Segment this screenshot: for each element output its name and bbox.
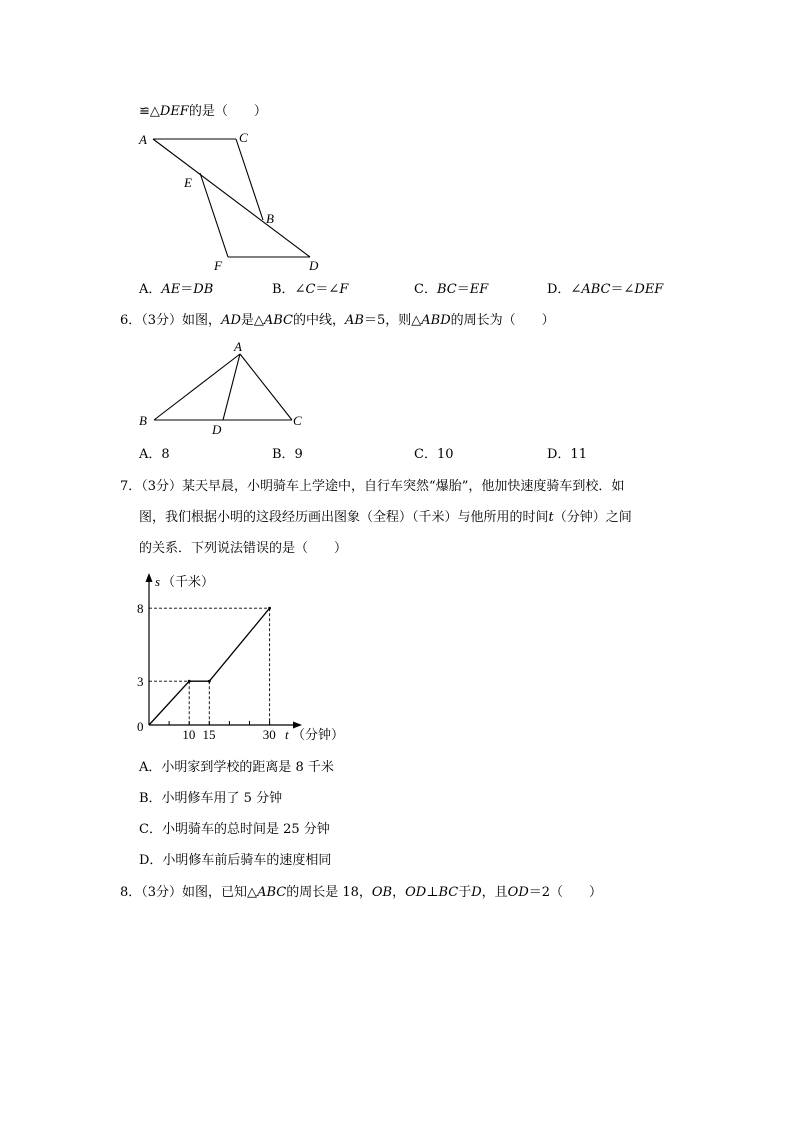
q7-stem-line1: 7．（3分）某天早晨，小明骑车上学途中，自行车突然“爆胎”，他加快速度骑车到校．如 <box>120 479 625 494</box>
text-run: D <box>471 885 482 900</box>
y-axis-unit: （千米） <box>162 574 215 589</box>
data-point <box>188 680 191 683</box>
text-run: EF <box>469 282 489 297</box>
segment-cb <box>236 139 263 220</box>
option-letter: B． <box>272 282 295 297</box>
text-run: ＝∠ <box>315 282 340 297</box>
x-axis-unit: （分钟） <box>292 727 345 742</box>
text-run: ∠ <box>294 282 306 297</box>
x-axis-var: t <box>285 727 289 742</box>
data-point <box>208 680 211 683</box>
text-run: 是△ <box>240 313 264 328</box>
label-b: B <box>139 413 147 428</box>
q6-stem <box>120 313 555 329</box>
q6-option-a[interactable]: A．8 <box>139 447 170 462</box>
q6-option-b[interactable]: B．9 <box>272 447 303 462</box>
text-run: AB <box>345 313 364 328</box>
text-run: （3分）如图， <box>141 313 222 328</box>
x-tick-label: 30 <box>262 727 276 742</box>
q7-distance-time-graph <box>130 565 370 745</box>
text-run: ABC <box>263 313 294 328</box>
text-run: ＝2（ ） <box>528 885 603 900</box>
label-c: C <box>293 413 302 428</box>
text-run: ABC <box>581 282 611 297</box>
segment-ac <box>240 354 292 420</box>
q8-stem <box>120 885 602 901</box>
segment-ef <box>200 173 228 257</box>
text-run: ⊥ <box>426 885 439 900</box>
label-e: E <box>184 175 192 190</box>
q7-option-c[interactable]: C．小明骑车的总时间是 25 分钟 <box>139 822 330 837</box>
q6-option-c[interactable]: C．10 <box>414 447 454 462</box>
q5-option-c[interactable] <box>414 282 488 298</box>
q5-option-b[interactable] <box>272 282 348 298</box>
text-run: DB <box>193 282 214 297</box>
q5-figure <box>130 125 330 273</box>
text-run: OD <box>405 885 427 900</box>
text-run: ABC <box>257 885 287 900</box>
label-a: A <box>139 132 147 147</box>
option-letter: A． <box>139 282 162 297</box>
q7-stem-line2: 图，我们根据小明的这段经历画出图象（全程）（千米）与他所用的时间t（分钟）之间 <box>139 510 632 525</box>
text-run: AE <box>161 282 181 297</box>
text-run: 于 <box>458 885 472 900</box>
q7-stem-line3: 的关系．下列说法错误的是（ ） <box>139 541 348 556</box>
option-letter: C． <box>414 282 437 297</box>
text-run: BC <box>438 885 459 900</box>
text-run: 的周长是 18， <box>286 885 372 900</box>
q6-option-d[interactable]: D．11 <box>547 447 587 462</box>
label-d: D <box>212 422 222 437</box>
text-run: ＝∠ <box>610 282 635 297</box>
text-run: BC <box>436 282 457 297</box>
text-run: ＝ <box>456 282 470 297</box>
q5-option-a[interactable] <box>139 282 213 298</box>
origin-label: 0 <box>137 719 144 734</box>
label-a: A <box>234 339 242 354</box>
label-d: D <box>309 258 319 273</box>
text-run: AD <box>221 313 241 328</box>
text-run: OD <box>507 885 529 900</box>
segment-ad <box>153 139 310 257</box>
text-run: ＝5，则△ <box>363 313 422 328</box>
data-point <box>268 607 271 610</box>
question-number: 6． <box>120 313 142 328</box>
text-run: DEF <box>634 282 664 297</box>
label-c: C <box>239 130 248 145</box>
label-b: B <box>266 211 274 226</box>
q5-stem-tail: ≌△DEF的是（ ） <box>139 104 267 119</box>
text-run: 的周长为（ ） <box>450 313 555 328</box>
q7-option-b[interactable]: B．小明修车用了 5 分钟 <box>139 791 283 806</box>
y-axis-arrow <box>146 573 153 582</box>
question-number: 8． <box>120 885 142 900</box>
text-run: ， <box>392 885 406 900</box>
q7-option-a[interactable]: A．小明家到学校的距离是 8 千米 <box>139 760 334 775</box>
text-run: C <box>305 282 316 297</box>
x-tick-label: 15 <box>202 727 216 742</box>
y-tick-label: 3 <box>137 674 144 690</box>
label-f: F <box>214 258 222 273</box>
segment-ad <box>223 354 240 420</box>
text-run: 的中线， <box>293 313 346 328</box>
text-run: ∠ <box>570 282 582 297</box>
text-run: ，且 <box>481 885 508 900</box>
y-tick-label: 8 <box>137 601 144 617</box>
option-letter: D． <box>547 282 571 297</box>
segment-ab <box>154 354 240 420</box>
text-run: （3分）如图，已知△ <box>141 885 258 900</box>
q5-option-d[interactable] <box>547 282 663 298</box>
text-run: ＝ <box>180 282 194 297</box>
y-axis-var: s <box>155 574 161 589</box>
text-run: F <box>339 282 349 297</box>
x-tick-label: 10 <box>182 727 196 742</box>
q6-figure <box>130 335 330 445</box>
text-run: OB <box>371 885 393 900</box>
q7-option-d[interactable]: D．小明修车前后骑车的速度相同 <box>139 853 332 868</box>
text-run: ABD <box>421 313 451 328</box>
